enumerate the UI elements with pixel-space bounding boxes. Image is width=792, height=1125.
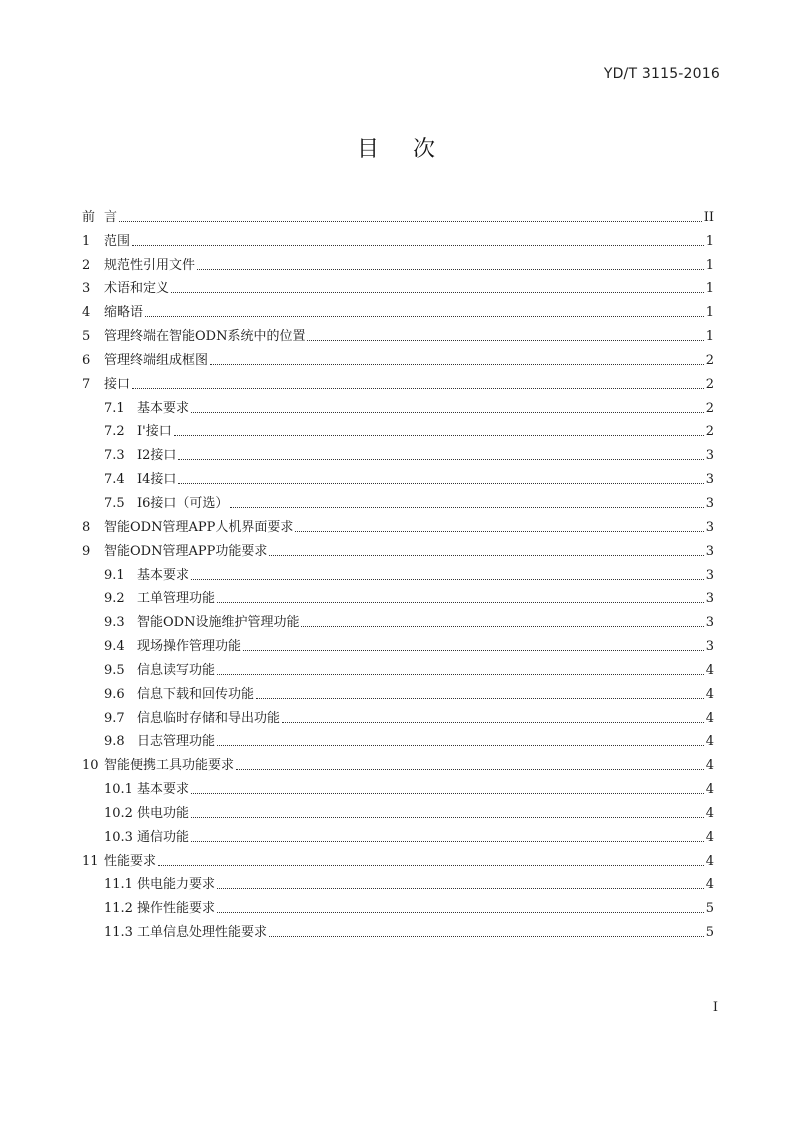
- toc-entry[interactable]: [82, 393, 714, 417]
- toc-entry[interactable]: [82, 464, 714, 488]
- dot-leader: [178, 458, 703, 460]
- toc-entry-label: 缩略语: [104, 305, 144, 321]
- dot-leader: [217, 911, 704, 913]
- dot-leader: [145, 315, 704, 317]
- toc-entry[interactable]: [82, 297, 714, 321]
- toc-entry-number: 9.3: [104, 615, 125, 631]
- toc-entry[interactable]: [82, 512, 714, 536]
- dot-leader: [158, 864, 704, 866]
- toc-entry[interactable]: [82, 226, 714, 250]
- toc-entry-label: 日志管理功能: [137, 734, 216, 750]
- toc-entry-number: 7.5: [104, 495, 125, 511]
- toc-entry[interactable]: [82, 893, 714, 917]
- toc-entry-number: 9.7: [104, 710, 125, 726]
- toc-entry-number: 6: [82, 352, 91, 368]
- toc-entry-page: 4: [705, 782, 714, 798]
- dot-leader: [230, 506, 703, 508]
- toc-entry-number: 3: [82, 281, 91, 297]
- toc-entry[interactable]: [82, 250, 714, 274]
- toc-entry-page: 4: [705, 877, 714, 893]
- toc-entry-label: 供电功能: [137, 805, 190, 821]
- toc-entry[interactable]: [82, 345, 714, 369]
- dot-leader: [217, 673, 704, 675]
- toc-entry-label: 接口: [104, 376, 131, 392]
- toc-entry-number: 9.8: [104, 734, 125, 750]
- toc-entry-number: 10.2: [104, 805, 133, 821]
- toc-entry-page: 4: [705, 829, 714, 845]
- toc-entry-page: 3: [705, 472, 714, 488]
- toc-entry[interactable]: [82, 703, 714, 727]
- toc-entry-label: 术语和定义: [104, 281, 170, 297]
- toc-entry[interactable]: [82, 536, 714, 560]
- toc-entry-page: 1: [705, 329, 714, 345]
- dot-leader: [256, 697, 704, 699]
- toc-entry-number: 7.1: [104, 400, 125, 416]
- toc-entry-page: 4: [705, 662, 714, 678]
- toc-entry-number: 2: [82, 257, 91, 273]
- table-of-contents: [82, 202, 714, 941]
- toc-entry-number: 7: [82, 376, 91, 392]
- dot-leader: [210, 363, 704, 365]
- dot-leader: [282, 721, 704, 723]
- toc-entry-number: 7.3: [104, 448, 125, 464]
- toc-entry-page: 1: [705, 305, 714, 321]
- toc-entry-number: 9.2: [104, 591, 125, 607]
- toc-entry-number: 10.3: [104, 829, 133, 845]
- toc-entry-page: 4: [705, 805, 714, 821]
- toc-entry[interactable]: [82, 440, 714, 464]
- toc-entry-number: 8: [82, 519, 91, 535]
- toc-entry-label: 管理终端组成框图: [104, 352, 209, 368]
- toc-entry-label: 言: [104, 209, 118, 225]
- toc-entry-number: 前: [82, 209, 96, 225]
- toc-entry-page: 5: [705, 925, 714, 941]
- toc-entry-page: 1: [705, 233, 714, 249]
- toc-entry-page: 4: [705, 853, 714, 869]
- toc-entry[interactable]: [82, 917, 714, 941]
- toc-entry-page: II: [703, 209, 714, 225]
- toc-entry[interactable]: [82, 750, 714, 774]
- toc-entry-page: 3: [705, 615, 714, 631]
- toc-entry-page: 4: [705, 710, 714, 726]
- toc-entry-number: 1: [82, 233, 91, 249]
- dot-leader: [174, 434, 704, 436]
- dot-leader: [119, 220, 702, 222]
- toc-entry-page: 3: [705, 639, 714, 655]
- toc-entry-number: 10.1: [104, 782, 133, 798]
- toc-entry-label: 操作性能要求: [137, 901, 216, 917]
- toc-entry[interactable]: [82, 798, 714, 822]
- toc-entry-page: 3: [705, 543, 714, 559]
- toc-entry-page: 2: [705, 376, 714, 392]
- toc-entry-label: I'接口: [137, 424, 172, 440]
- toc-entry-page: 3: [705, 519, 714, 535]
- toc-entry[interactable]: [82, 631, 714, 655]
- dot-leader: [197, 268, 704, 270]
- dot-leader: [171, 291, 704, 293]
- dot-leader: [132, 387, 704, 389]
- toc-entry-label: 工单信息处理性能要求: [137, 925, 268, 941]
- toc-entry-label: 智能ODN管理APP功能要求: [104, 543, 268, 559]
- toc-entry-label: I2接口: [137, 448, 177, 464]
- toc-entry[interactable]: [82, 369, 714, 393]
- toc-entry[interactable]: [82, 870, 714, 894]
- toc-entry-page: 5: [705, 901, 714, 917]
- toc-entry-number: 9.4: [104, 639, 125, 655]
- toc-entry[interactable]: [82, 774, 714, 798]
- toc-entry[interactable]: [82, 274, 714, 298]
- dot-leader: [307, 339, 703, 341]
- toc-entry-label: 供电能力要求: [137, 877, 216, 893]
- toc-entry-page: 2: [705, 424, 714, 440]
- toc-entry-page: 3: [705, 448, 714, 464]
- toc-entry-label: 管理终端在智能ODN系统中的位置: [104, 329, 306, 345]
- dot-leader: [191, 411, 704, 413]
- toc-entry-page: 1: [705, 281, 714, 297]
- page-title: 目次: [356, 137, 469, 162]
- toc-entry-number: 11: [82, 853, 99, 869]
- toc-entry[interactable]: [82, 417, 714, 441]
- dot-leader: [217, 601, 704, 603]
- toc-entry-number: 9: [82, 543, 91, 559]
- toc-entry-label: 现场操作管理功能: [137, 639, 242, 655]
- toc-entry-label: 基本要求: [137, 782, 190, 798]
- dot-leader: [217, 744, 704, 746]
- toc-entry-label: 智能ODN管理APP人机界面要求: [104, 519, 294, 535]
- dot-leader: [178, 482, 703, 484]
- dot-leader: [295, 530, 703, 532]
- toc-entry[interactable]: [82, 202, 714, 226]
- toc-entry-label: 基本要求: [137, 400, 190, 416]
- toc-entry[interactable]: [82, 679, 714, 703]
- toc-entry-label: 规范性引用文件: [104, 257, 196, 273]
- toc-entry-label: I4接口: [137, 472, 177, 488]
- toc-entry-label: I6接口（可选）: [137, 495, 229, 511]
- toc-entry-label: 通信功能: [137, 829, 190, 845]
- toc-entry-page: 4: [705, 686, 714, 702]
- toc-entry-label: 基本要求: [137, 567, 190, 583]
- dot-leader: [243, 649, 704, 651]
- toc-entry-label: 信息临时存储和导出功能: [137, 710, 281, 726]
- toc-entry-label: 智能ODN设施维护管理功能: [137, 615, 300, 631]
- toc-entry-page: 2: [705, 352, 714, 368]
- toc-entry-number: 9.6: [104, 686, 125, 702]
- toc-entry-label: 信息读写功能: [137, 662, 216, 678]
- toc-entry-page: 2: [705, 400, 714, 416]
- toc-entry-label: 范围: [104, 233, 131, 249]
- toc-entry-page: 4: [705, 758, 714, 774]
- toc-entry[interactable]: [82, 488, 714, 512]
- dot-leader: [301, 625, 703, 627]
- dot-leader: [132, 244, 704, 246]
- toc-entry-number: 11.1: [104, 877, 133, 893]
- toc-entry-label: 工单管理功能: [137, 591, 216, 607]
- toc-entry-label: 性能要求: [104, 853, 157, 869]
- toc-entry[interactable]: [82, 822, 714, 846]
- toc-entry-number: 7.2: [104, 424, 125, 440]
- toc-entry-number: 11.3: [104, 925, 133, 941]
- toc-entry[interactable]: [82, 727, 714, 751]
- dot-leader: [191, 792, 704, 794]
- toc-entry-number: 7.4: [104, 472, 125, 488]
- toc-entry-number: 5: [82, 329, 91, 345]
- dot-leader: [269, 554, 703, 556]
- toc-entry[interactable]: [82, 846, 714, 870]
- toc-entry-page: 3: [705, 495, 714, 511]
- page-number: I: [712, 1000, 718, 1015]
- toc-entry[interactable]: [82, 655, 714, 679]
- dot-leader: [191, 578, 704, 580]
- toc-entry-page: 1: [705, 257, 714, 273]
- toc-entry-label: 信息下载和回传功能: [137, 686, 255, 702]
- toc-entry-page: 3: [705, 567, 714, 583]
- dot-leader: [191, 816, 704, 818]
- toc-entry-number: 9.1: [104, 567, 125, 583]
- toc-entry-number: 9.5: [104, 662, 125, 678]
- standard-code: YD/T 3115-2016: [603, 66, 720, 82]
- dot-leader: [191, 840, 704, 842]
- toc-entry-number: 11.2: [104, 901, 133, 917]
- toc-entry[interactable]: [82, 584, 714, 608]
- dot-leader: [269, 935, 704, 937]
- toc-entry-number: 4: [82, 305, 91, 321]
- toc-entry-page: 3: [705, 591, 714, 607]
- dot-leader: [217, 887, 704, 889]
- toc-entry[interactable]: [82, 321, 714, 345]
- toc-entry-number: 10: [82, 758, 99, 774]
- toc-entry-page: 4: [705, 734, 714, 750]
- toc-entry[interactable]: [82, 607, 714, 631]
- toc-entry[interactable]: [82, 560, 714, 584]
- dot-leader: [236, 768, 704, 770]
- toc-entry-label: 智能便携工具功能要求: [104, 758, 235, 774]
